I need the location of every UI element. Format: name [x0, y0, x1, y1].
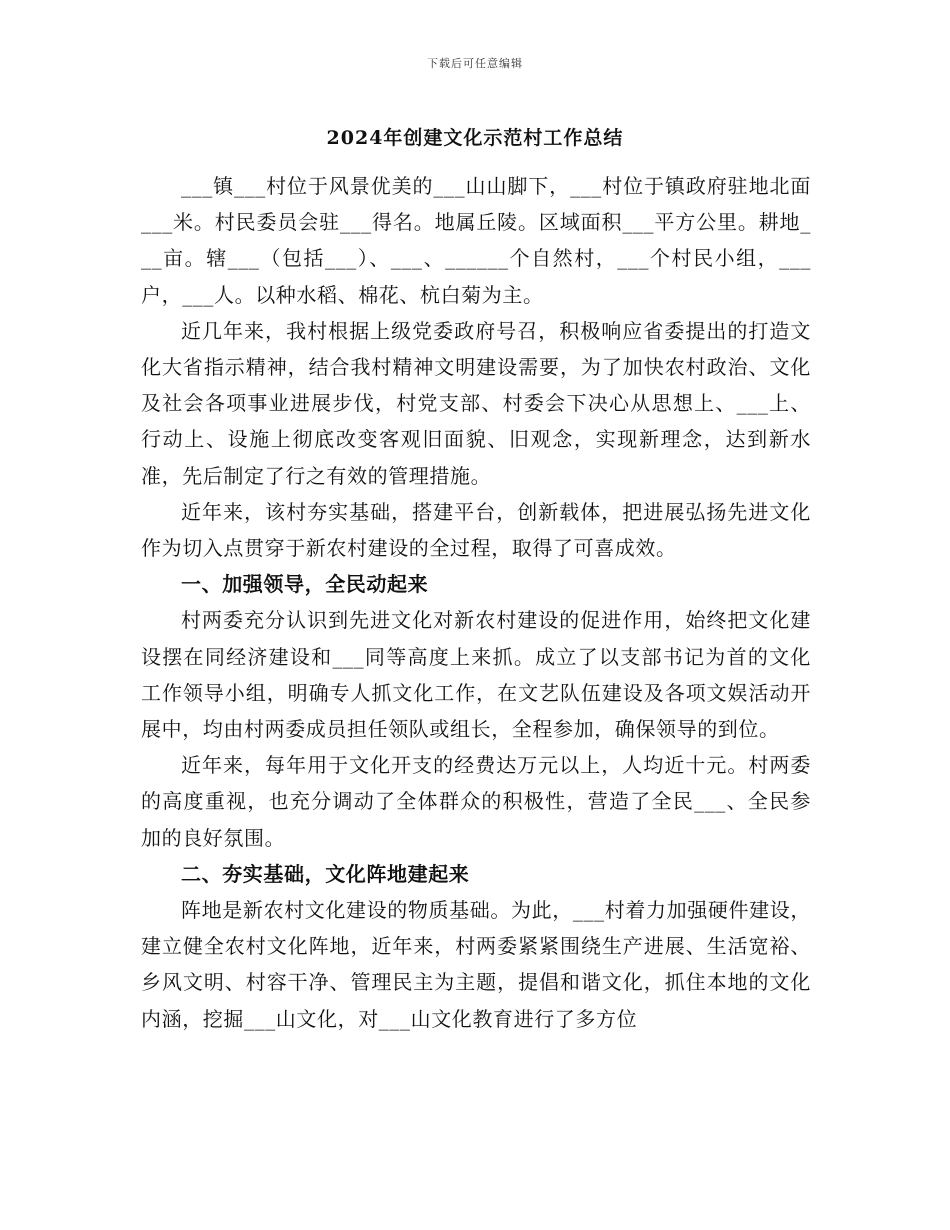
header-note: 下载后可任意编辑 [427, 57, 523, 70]
paragraph-background: 近几年来，我村根据上级党委政府号召，积极响应省委提出的打造文化大省指示精神，结合我村精神文明建设需要，为了加快农村政治、文化及社会各项事业进展步伐，村党支部、村委会下决心从思想上、___上、行动上、设施上彻底改变客观旧面貌、旧观念，实现新理念，达到新水准，先后制定了行之有效的管理措施。 [141, 318, 811, 488]
section-heading-2: 二、夯实基础，文化阵地建起来 [181, 861, 470, 886]
paragraph-funding: 近年来，每年用于文化开支的经费达万元以上，人均近十元。村两委的高度重视，也充分调动了全体群众的积极性，营造了全民___、全民参加的良好氛围。 [141, 753, 811, 850]
paragraph-village-intro: ___镇___村位于风景优美的___山山脚下，___村位于镇政府驻地北面___米。村民委员会驻___得名。地属丘陵。区域面积___平方公里。耕地___亩。辖___（包括___）、___、______个自然村，___个村民小组，___户，___人。以种水稻、棉花、杭白菊为主。 [141, 174, 811, 307]
paragraph-leadership: 村两委充分认识到先进文化对新农村建设的促进作用，始终把文化建设摆在同经济建设和___同等高度上来抓。成立了以支部书记为首的文化工作领导小组，明确专人抓文化工作，在文艺队伍建设及各项文娱活动开展中，均由村两委成员担任领队或组长，全程参加，确保领导的到位。 [141, 608, 811, 742]
paragraph-infrastructure: 阵地是新农村文化建设的物质基础。为此，___村着力加强硬件建设，建立健全农村文化阵地，近年来，村两委紧紧围绕生产进展、生活宽裕、乡风文明、村容干净、管理民主为主题，提倡和谐文化，抓住本地的文化内涵，挖掘___山文化，对___山文化教育进行了多方位 [141, 898, 811, 1031]
document-body [141, 168, 811, 1037]
document-title: 2024年创建文化示范村工作总结 [326, 127, 624, 149]
paragraph-summary: 近年来，该村夯实基础，搭建平台，创新载体，把进展弘扬先进文化作为切入点贯穿于新农村建设的全过程，取得了可喜成效。 [141, 499, 811, 561]
section-heading-1: 一、加强领导，全民动起来 [181, 572, 429, 597]
